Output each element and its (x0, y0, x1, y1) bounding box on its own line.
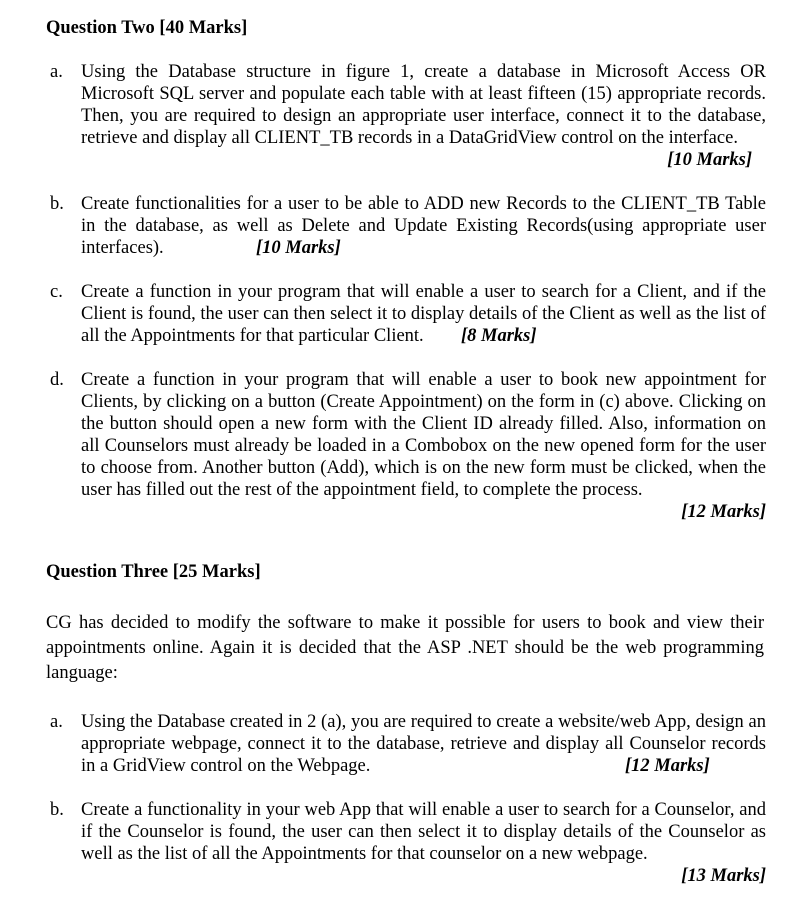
part-text: Create a function in your program that will enable a user to search for a Client, and if the Client is found, the user can then select it to display details of the Client as well as the list of all the Appointments for that particular Client. (81, 282, 766, 346)
part-text: Create a function in your program that will enable a user to book new appointment for Clients, by clicking on a button (Create Appointment) on the form in (c) above. Clicking on the button should open a new form with the Client ID already filled. Also, information on all Counselors must already be loaded in a Combobox on the new opened form for the user to choose from. Another button (Add), which is on the new form must be clicked, when the user has filled out the rest of the appointment field, to complete the process. (81, 370, 766, 500)
part-marks: [13 Marks] (681, 866, 766, 886)
part-marks: [10 Marks] (667, 150, 752, 170)
part-text: Create a functionality in your web App that will enable a user to search for a Counselor, and if the Counselor is found, the user can then select it to display details of the Counselor as well as the list of all the Appointments for that counselor on a new webpage. (81, 800, 766, 864)
part-label: b. (50, 800, 64, 820)
question-two-part-b (50, 193, 766, 259)
question-two-part-a (50, 61, 766, 171)
question-three-intro: CG has decided to modify the software to make it possible for users to book and view their appointments online. Again it is decided that the ASP .NET should be the web programming language: (46, 613, 764, 683)
part-marks: [8 Marks] (461, 326, 537, 346)
question-two-part-d (50, 369, 766, 523)
part-text: Using the Database structure in figure 1, create a database in Microsoft Access OR Microsoft SQL server and populate each table with at least fifteen (15) appropriate records. Then, you are required to design an appropriate user interface, connect it to the database, retrieve and display all CLIENT_TB records in a DataGridView control on the interface. (81, 62, 766, 148)
part-text: Create functionalities for a user to be able to ADD new Records to the CLIENT_TB Table in the database, as well as Delete and Update Existing Records(using appropriate user interfaces). (81, 194, 766, 258)
part-marks: [12 Marks] (625, 756, 710, 776)
question-three-part-a (50, 711, 766, 777)
part-label: d. (50, 370, 64, 390)
part-label: c. (50, 282, 63, 302)
question-three-heading: Question Three [25 Marks] (46, 562, 261, 582)
part-label: b. (50, 194, 64, 214)
question-three-part-b (50, 799, 766, 887)
question-two-heading: Question Two [40 Marks] (46, 18, 248, 38)
question-two-part-c (50, 281, 766, 347)
part-text: Using the Database created in 2 (a), you are required to create a website/web App, design an appropriate webpage, connect it to the database, retrieve and display all Counselor records in a GridView control on the Webpage. (81, 712, 766, 776)
part-marks: [10 Marks] (256, 238, 341, 258)
part-marks: [12 Marks] (681, 502, 766, 522)
part-label: a. (50, 62, 63, 82)
part-label: a. (50, 712, 63, 732)
